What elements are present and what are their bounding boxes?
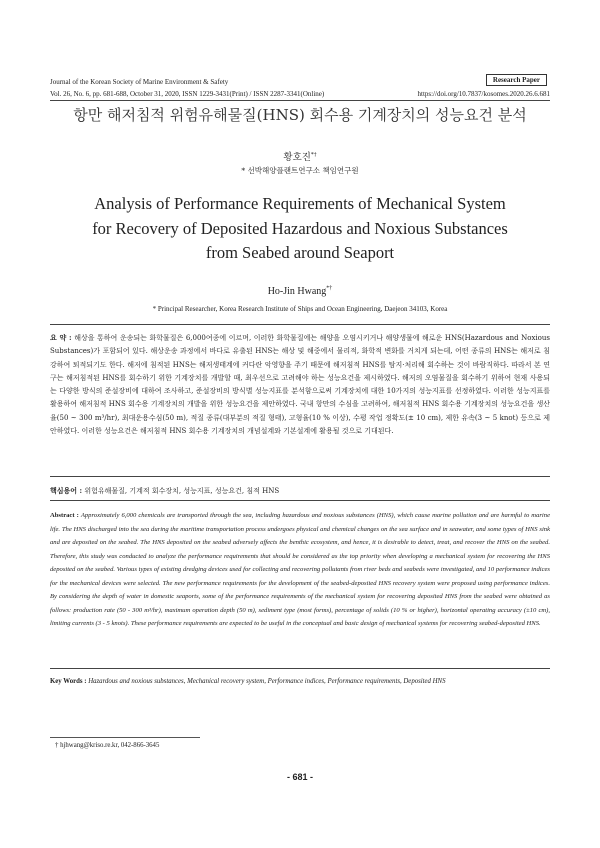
english-keywords-label: Key Words : [50,678,87,685]
english-title-line: Analysis of Performance Requirements of Mechanical System [94,194,506,213]
korean-abstract-label: 요 약 : [50,333,72,342]
korean-keywords-label: 핵심용어 : [50,486,83,495]
korean-keywords-text: 위험유해물질, 기계적 회수장치, 성능지표, 성능요건, 침적 HNS [84,487,280,495]
english-author-mark: *† [326,285,333,292]
english-abstract-label: Abstract : [50,512,79,519]
english-title [0,192,600,266]
english-title-line: from Seabed around Seaport [205,243,395,262]
journal-name: Journal of the Korean Society of Marine Environment & Safety [50,78,229,86]
korean-abstract-text: 해상을 통하여 운송되는 화학물질은 6,000여종에 이르며, 이러한 화학물질에는 해양을 오염시키거나 해양생물에 해로운 HNS(Hazardous and Noxious Substances)가 포함되어 있다. 해상운송 과정에서 바다로 유출된 HNS는 해상 및 해중에서 물리적, 화학적 변화를 거치게 되는데, 어떤 종류의 HNS는 해저로 침강하여 퇴적되기도 한다. 해저에 침적된 HNS는 해저생태계에 커다란 악영향을 주기 때문에 해저침적 HNS를 탐지·처리해 회수하는 것이 바람직하다. 따라서 본 연구는 해저침적된 HNS를 회수하기 위한 기계장치를 개발할 때, 최우선으로 고려해야 하는 성능요건을 제시하였다. 해저의 오염물질을 회수하기 위하여 현재 사용되는 다양한 방식의 준설장비에 대하여 조사하고, 준설장비의 방식별 성능지표를 분석함으로써 기계장치에 대한 10가지의 성능지표를 선정하였다. 이러한 성능지표를 활용하여 해저침적 HNS 회수용 기계장치의 개발을 위한 성능요건을 제안하였다. 국내 항만의 수심을 고려하여, 해저침적 HNS 회수용 기계장치의 성능요건을 생산율(50 ~ 300 m³/hr), 최대운용수심(50 m), 적질 종류(대부분의 적질 형태), 고형율(10 % 이상), 수평 작업 정확도(± 10 cm), 제한 유속(3 ~ 5 knot) 등으로 제안하였다. 이러한 성능요건은 해저침적 HNS 회수용 기계장치의 개념설계와 기본설계에 활용될 것으로 기대된다. [50,334,551,436]
page-number: - 681 - [286,772,313,782]
volume-line [50,90,550,98]
english-affiliation: * Principal Researcher, Korea Research Institute of Ships and Ocean Engineering, Daejeon 34103, Korea [152,305,448,313]
korean-author-name: 황호진 [283,152,311,163]
english-abstract [50,509,550,631]
article-type-badge: Research Paper [486,74,547,86]
korean-affiliation: * 선박해양플랜트연구소 책임연구원 [241,166,359,175]
footnote [55,742,159,749]
english-keywords-text: Hazardous and noxious substances, Mechanical recovery system, Performance indices, Performance requirements, Deposited HNS [88,678,446,685]
keywords-rule [50,668,550,669]
english-abstract-rule [50,500,550,501]
footnote-text: hjhwang@kriso.re.kr, 042-866-3645 [60,742,160,749]
english-abstract-text: Approximately 6,000 chemicals are transported through the sea, including hazardous and noxious substances (HNS), which cause marine pollution and are harmful to marine life. The HNS discharged into the sea during the maritime transportation process undergoes physical and chemical changes on the sea surface and in seawater, and some types of HNS sink and are deposited on the seabed. The HNS deposited on the seabed adversely affects the benthic ecosystem, and hence, it is desirable to detect, treat, and recover the HNS on the seabed. Therefore, this study was conducted to analyze the performance requirements that should be considered as the top priority when developing a mechanical system for recovering the HNS deposited on the seabed. Various types of existing dredging devices used for collecting and recovering pollutants from river beds and seabeds were investigated, and 10 performance indices for the mechanical devices were selected. The new performance requirements for the development of the seabed-deposited HNS recovery system were proposed using performance indices. By considering the depth of water in domestic seaports, some of the performance requirements of the mechanical system for recovering deposited HNS from the seabed were obtained as follows: production rate (50 - 300 m³/hr), maximum operation depth (50 m), sediment type (most forms), percentage of solids (10 % or higher), horizontal operating accuracy (±10 cm), limiting currents (3 - 5 knots). These performance requirements are expected to be useful in the conceptual and basic design of mechanical systems for recovering seabed-deposited HNS. [50,512,550,627]
abstract-top-rule [50,324,550,325]
korean-keywords [50,486,550,496]
korean-author [0,149,600,163]
english-author [0,286,600,297]
english-author-name: Ho-Jin Hwang [267,286,327,297]
korean-author-mark: *† [310,151,317,158]
footnote-rule [50,737,200,738]
english-title-line: for Recovery of Deposited Hazardous and Noxious Substances [92,218,508,238]
doi-link[interactable]: https://doi.org/10.7837/kosomes.2020.26.6.681 [417,90,550,98]
korean-title: 항만 해저침적 위험유해물질(HNS) 회수용 기계장치의 성능요건 분석 [73,106,527,124]
volume-info: Vol. 26, No. 6, pp. 681-688, October 31, 2020, ISSN 1229-3431(Print) / ISSN 2287-3341(Online) [50,90,325,98]
dagger-mark: † [55,742,59,749]
korean-abstract [50,331,550,438]
header-rule [50,100,550,101]
abstract-divider [50,476,550,477]
english-keywords [50,678,550,685]
